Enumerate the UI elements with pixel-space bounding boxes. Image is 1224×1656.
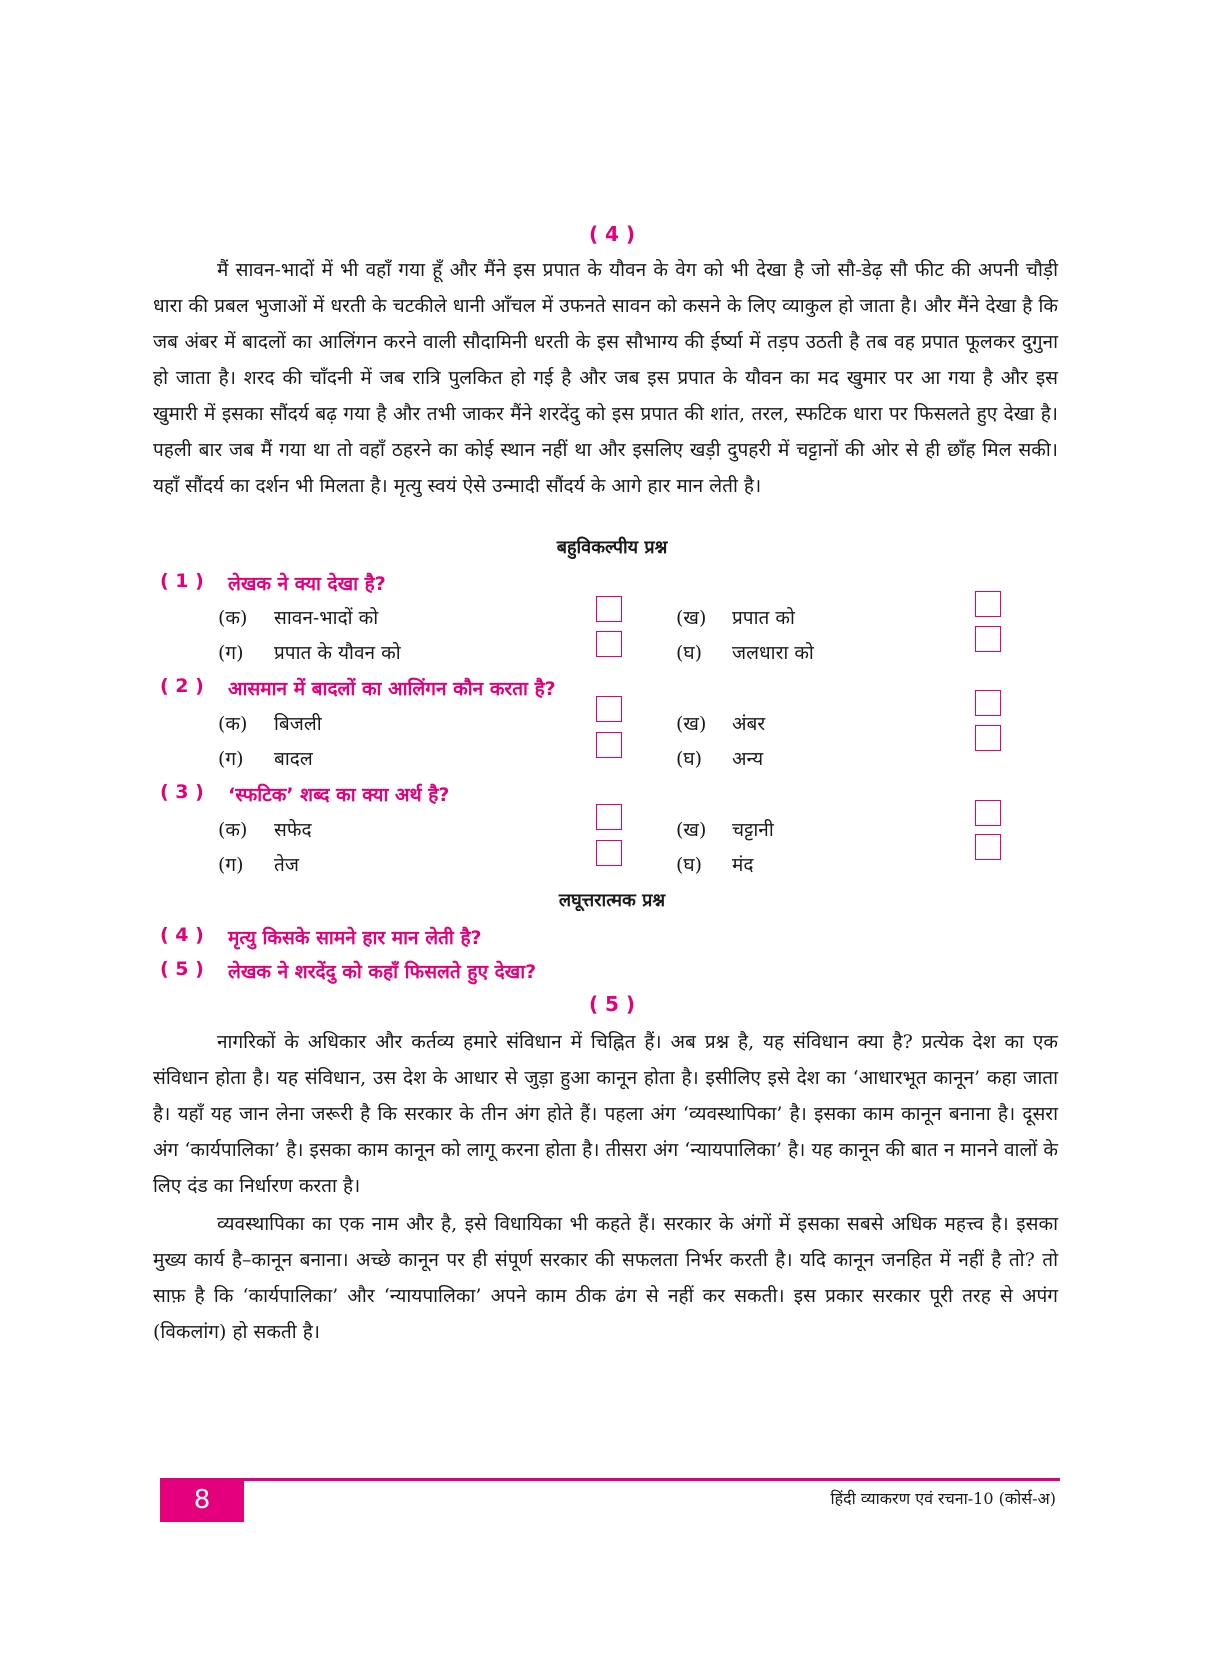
q1-option-kha: [676, 604, 795, 630]
short-answer-heading: लघूत्तरात्मक प्रश्न: [558, 890, 666, 911]
question-1-number: ( 1 ): [160, 570, 204, 592]
question-2-text: आसमान में बादलों का आलिंगन कौन करता है?: [228, 678, 556, 700]
passage-5-paragraph-2: व्यवस्थापिका का एक नाम और है, इसे विधायिका भी कहते हैं। सरकार के अंगों में इसका सबसे अधिक महत्त्व है। इसका मुख्य कार्य है–कानून बनाना। अच्छे कानून पर ही संपूर्ण सरकार की सफलता निर्भर करती है। यदि कानून जनहित में नहीं है तो? तो साफ़ है कि ‘कार्यपालिका’ और ‘न्यायपालिका’ अपने काम ठीक ढंग से नहीं कर सकती। इस प्रकार सरकार पूरी तरह से अपंग (विकलांग) हो सकती है।: [153, 1213, 1058, 1343]
option-label: (क): [218, 713, 248, 735]
q2-option-ga: [218, 745, 313, 771]
q2-option-ga-checkbox[interactable]: [596, 732, 622, 758]
q2-option-ka-checkbox[interactable]: [596, 696, 622, 722]
question-2-number: ( 2 ): [160, 675, 204, 697]
footer-book-title: हिंदी व्याकरण एवं रचना-10 (कोर्स-अ): [830, 1489, 1056, 1508]
passage-5-number: ( 5 ): [588, 992, 636, 1016]
passage-4-number: ( 4 ): [588, 222, 636, 246]
question-1-text: लेखक ने क्या देखा है?: [228, 573, 386, 595]
question-5-number: ( 5 ): [160, 958, 204, 980]
q3-option-ga-checkbox[interactable]: [596, 840, 622, 866]
q1-option-ga: [218, 639, 401, 665]
q1-option-ga-checkbox[interactable]: [596, 631, 622, 657]
q1-option-ka-checkbox[interactable]: [596, 596, 622, 622]
q3-option-kha-checkbox[interactable]: [975, 800, 1001, 826]
passage-4-text: मैं सावन-भादों में भी वहाँ गया हूँ और मैंने इस प्रपात के यौवन के वेग को भी देखा है जो सौ-डेढ़ सौ फीट की अपनी चौड़ी धारा की प्रबल भुजाओं में धरती के चटकीले धानी आँचल में उफनते सावन को कसने के लिए व्याकुल हो जाता है। और मैंने देखा है कि जब अंबर में बादलों का आलिंगन करने वाली सौदामिनी धरती के इस सौभाग्य की ईर्ष्या में तड़प उठती है तब वह प्रपात फूलकर दुगुना हो जाता है। शरद की चाँदनी में जब रात्रि पुलकित हो गई है और जब इस प्रपात के यौवन का मद खुमार पर आ गया है और इस खुमारी में इसका सौंदर्य बढ़ गया है और तभी जाकर मैंने शरदेंदु को इस प्रपात की शांत, तरल, स्फटिक धारा पर फिसलते हुए देखा है। पहली बार जब मैं गया था तो वहाँ ठहरने का कोई स्थान नहीं था और इसलिए खड़ी दुपहरी में चट्टानों की ओर से ही छाँह मिल सकी। यहाँ सौंदर्य का दर्शन भी मिलता है। मृत्यु स्वयं ऐसे उन्मादी सौंदर्य के आगे हार मान लेती है।: [153, 259, 1058, 497]
option-text: अंबर: [732, 713, 766, 735]
q2-option-gha-checkbox[interactable]: [975, 725, 1001, 751]
option-text: प्रपात के यौवन को: [274, 642, 401, 664]
q2-option-gha: [676, 745, 763, 771]
q3-option-ga: [218, 851, 299, 877]
q3-option-gha-checkbox[interactable]: [975, 834, 1001, 860]
option-label: (ख): [676, 713, 707, 735]
option-text: अन्य: [732, 748, 764, 770]
mcq-heading: बहुविकल्पीय प्रश्न: [556, 537, 668, 558]
question-4-text: मृत्यु किसके सामने हार मान लेती है?: [228, 927, 482, 949]
option-text: जलधारा को: [732, 642, 814, 664]
passage-5-paragraph-1: नागरिकों के अधिकार और कर्तव्य हमारे संविधान में चिह्नित हैं। अब प्रश्न है, यह संविधान क्या है? प्रत्येक देश का एक संविधान होता है। यह संविधान, उस देश के आधार से जुड़ा हुआ कानून होता है। इसीलिए इसे देश का ‘आधारभूत कानून’ कहा जाता है। यहाँ यह जान लेना जरूरी है कि सरकार के तीन अंग होते हैं। पहला अंग ‘व्यवस्थापिका’ है। इसका काम कानून बनाना है। दूसरा अंग ‘कार्यपालिका’ है। इसका काम कानून को लागू करना होता है। तीसरा अंग ‘न्यायपालिका’ है। यह कानून की बात न मानने वालों के लिए दंड का निर्धारण करता है।: [153, 1031, 1058, 1197]
q1-option-kha-checkbox[interactable]: [975, 591, 1001, 617]
option-text: सावन-भादों को: [274, 607, 379, 629]
q1-option-gha-checkbox[interactable]: [975, 626, 1001, 652]
page-number: 8: [160, 1478, 244, 1522]
option-label: (घ): [676, 854, 703, 876]
q3-option-gha: [676, 851, 753, 877]
option-text: प्रपात को: [732, 607, 795, 629]
question-3-number: ( 3 ): [160, 781, 204, 803]
q3-option-ka: [218, 816, 312, 842]
option-text: बादल: [274, 748, 313, 770]
option-text: चट्टानी: [732, 819, 774, 841]
option-label: (घ): [676, 642, 703, 664]
option-label: (ग): [218, 854, 244, 876]
option-label: (ख): [676, 819, 707, 841]
q3-option-kha: [676, 816, 774, 842]
question-4-number: ( 4 ): [160, 924, 204, 946]
option-text: तेज: [274, 854, 299, 876]
q2-option-ka: [218, 710, 322, 736]
option-label: (ख): [676, 607, 707, 629]
option-label: (क): [218, 819, 248, 841]
q2-option-kha-checkbox[interactable]: [975, 690, 1001, 716]
option-label: (ग): [218, 642, 244, 664]
option-text: बिजली: [274, 713, 322, 735]
q2-option-kha: [676, 710, 765, 736]
option-label: (क): [218, 607, 248, 629]
option-label: (घ): [676, 748, 703, 770]
q1-option-gha: [676, 639, 814, 665]
footer-divider: [160, 1478, 1060, 1481]
option-text: सफेद: [274, 819, 312, 841]
q1-option-ka: [218, 604, 378, 630]
question-3-text: ‘स्फटिक’ शब्द का क्या अर्थ है?: [228, 784, 450, 806]
question-5-text: लेखक ने शरदेंदु को कहाँ फिसलते हुए देखा?: [228, 961, 537, 983]
option-label: (ग): [218, 748, 244, 770]
option-text: मंद: [732, 854, 754, 876]
q3-option-ka-checkbox[interactable]: [596, 804, 622, 830]
